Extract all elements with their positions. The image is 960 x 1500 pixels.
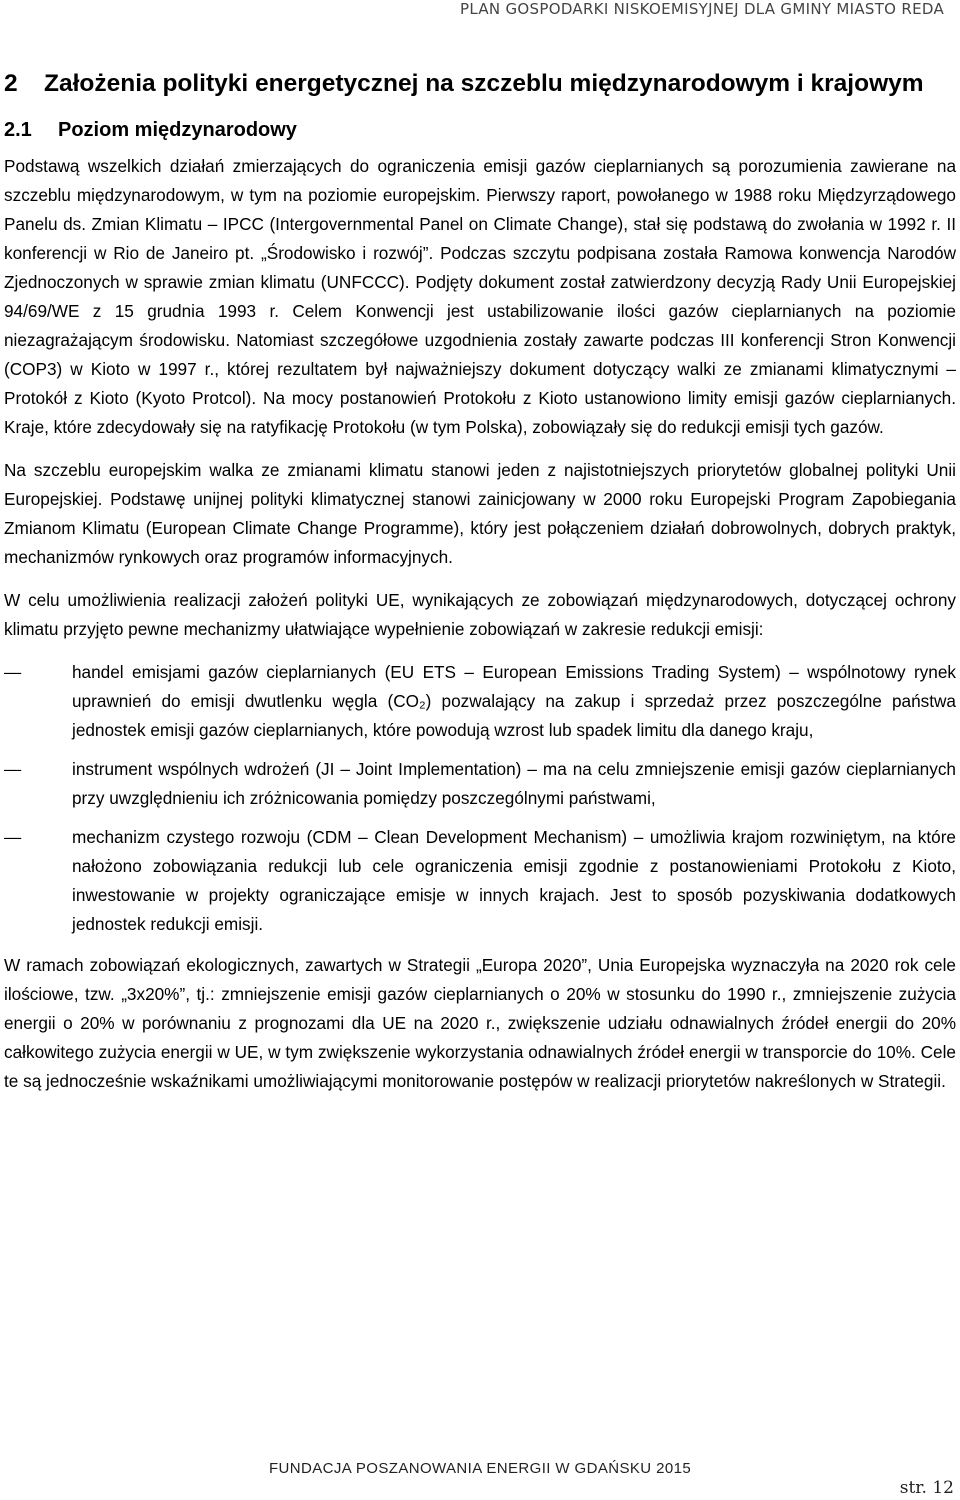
list-dash: — <box>4 662 22 682</box>
list-item-text: instrument wspólnych wdrożeń (JI – Joint Implementation) – ma na celu zmniejszenie emisji gazów cieplarnianych przy uwzględnieniu ich zróżnicowania pomiędzy poszczególnymi państwami, <box>72 759 956 808</box>
list-dash: — <box>4 827 22 847</box>
subsection-number: 2.1 <box>4 119 32 141</box>
list-item-text: handel emisjami gazów cieplarnianych (EU ETS – European Emissions Trading System) – wspólnotowy rynek uprawnień do emisji dwutlenku węgla (CO₂) pozwalający na zakup i sprzedaż przez poszczególne państwa jednostek emisji gazów cieplarnianych, które powodują wzrost lub spadek limitu dla danego kraju, <box>72 662 956 740</box>
mechanisms-list <box>4 658 956 939</box>
paragraph-mechanisms-intro: W celu umożliwienia realizacji założeń polityki UE, wynikających ze zobowiązań międzynarodowych, dotyczącej ochrony klimatu przyjęto pewne mechanizmy ułatwiające wypełnienie zobowiązań w zakresie redukcji emisji: <box>4 590 956 639</box>
list-item <box>4 755 956 813</box>
subsection-heading <box>4 116 956 144</box>
section-title: Założenia polityki energetycznej na szczeblu międzynarodowym i krajowym <box>44 70 924 97</box>
page-content <box>4 66 956 1110</box>
list-item <box>4 823 956 939</box>
paragraph-europe-2020: W ramach zobowiązań ekologicznych, zawartych w Strategii „Europa 2020”, Unia Europejska wyznaczyła na 2020 rok cele ilościowe, tzw. „3x20%”, tj.: zmniejszenie emisji gazów cieplarnianych o 20% w stosunku do 1990 r., zmniejszenie zużycia energii o 20% w porównaniu z prognozami dla UE na 2020 r., zwiększenie udziału odnawialnych źródeł energii do 20% całkowitego zużycia energii w UE, w tym zwiększenie wykorzystania odnawialnych źródeł energii w transporcie do 10%. Cele te są jednocześnie wskaźnikami umożliwiającymi monitorowanie postępów w realizacji priorytetów nakreślonych w Strategii. <box>4 955 956 1091</box>
paragraph-international-agreements: Podstawą wszelkich działań zmierzających do ograniczenia emisji gazów cieplarnianych są porozumienia zawierane na szczeblu międzynarodowym, w tym na poziomie europejskim. Pierwszy raport, powołanego w 1988 roku Międzyrządowego Panelu ds. Zmian Klimatu – IPCC (Intergovernmental Panel on Climate Change), stał się podstawą do zwołania w 1992 r. II konferencji w Rio de Janeiro pt. „Środowisko i rozwój”. Podczas szczytu podpisana została Ramowa konwencja Narodów Zjednoczonych w sprawie zmian klimatu (UNFCCC). Podjęty dokument został zatwierdzony decyzją Rady Unii Europejskiej 94/69/WE z 15 grudnia 1993 r. Celem Konwencji jest ustabilizowanie ilości gazów cieplarnianych na poziomie niezagrażającym środowisku. Natomiast szczegółowe uzgodnienia zostały zawarte podczas III konferencji Stron Konwencji (COP3) w Kioto w 1997 r., której rezultatem był najważniejszy dokument dotyczący walki ze zmianami klimatycznymi – Protokół z Kioto (Kyoto Protcol). Na mocy postanowień Protokołu z Kioto ustanowiono limity emisji gazów cieplarnianych. Kraje, które zdecydowały się na ratyfikację Protokołu (w tym Polska), zobowiązały się do redukcji emisji tych gazów. <box>4 156 956 437</box>
list-dash: — <box>4 759 22 779</box>
section-heading <box>4 66 956 102</box>
page-number: str. 12 <box>899 1478 954 1498</box>
list-item-text: mechanizm czystego rozwoju (CDM – Clean Development Mechanism) – umożliwia krajom rozwiniętym, na które nałożono zobowiązania redukcji lub cele ograniczenia emisji zgodnie z postanowieniami Protokołu z Kioto, inwestowanie w projekty ograniczające emisje w innych krajach. Jest to sposób pozyskiwania dodatkowych jednostek redukcji emisji. <box>72 827 956 934</box>
list-item <box>4 658 956 745</box>
running-header: PLAN GOSPODARKI NISKOEMISYJNEJ DLA GMINY MIASTO REDA <box>460 0 944 18</box>
section-number: 2 <box>4 70 18 97</box>
paragraph-eu-climate-policy: Na szczeblu europejskim walka ze zmianami klimatu stanowi jeden z najistotniejszych priorytetów globalnej polityki Unii Europejskiej. Podstawę unijnej polityki klimatycznej stanowi zainicjowany w 2000 roku Europejski Program Zapobiegania Zmianom Klimatu (European Climate Change Programme), który jest połączeniem działań dobrowolnych, dobrych praktyk, mechanizmów rynkowych oraz programów informacyjnych. <box>4 460 956 567</box>
page-footer: FUNDACJA POSZANOWANIA ENERGII W GDAŃSKU 2015 <box>268 1460 692 1477</box>
subsection-title: Poziom międzynarodowy <box>58 119 297 141</box>
